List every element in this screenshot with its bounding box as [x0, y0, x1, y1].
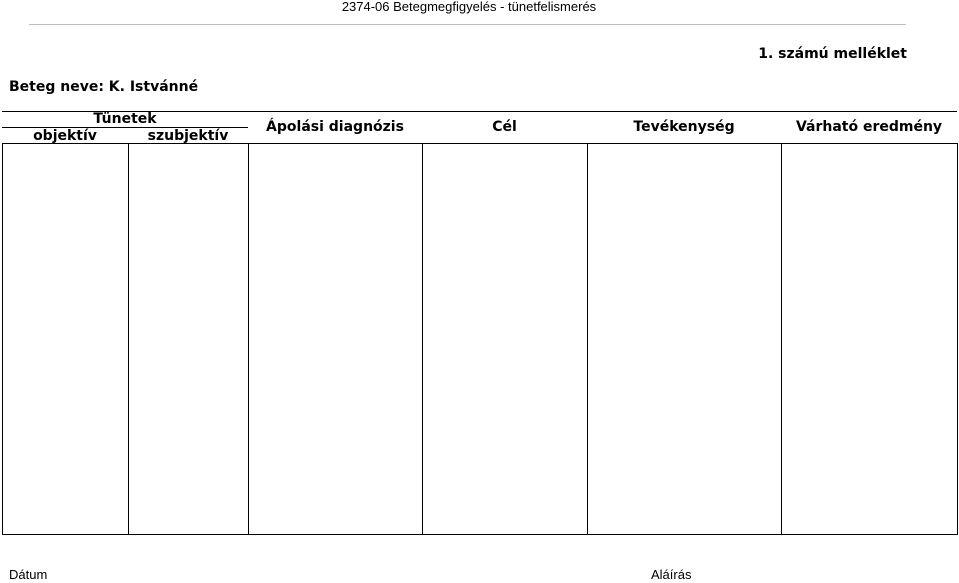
column-header-expected-outcome: Várható eredmény — [795, 119, 943, 135]
cell-expected-outcome[interactable] — [782, 144, 957, 534]
column-header-objective: objektív — [33, 128, 97, 144]
signature-label: Aláírás — [651, 567, 692, 582]
annex-label: 1. számú melléklet — [758, 46, 907, 62]
column-header-subjective: szubjektív — [147, 128, 229, 144]
symptoms-group-header: Tünetek — [93, 111, 157, 127]
cell-activity[interactable] — [588, 144, 781, 534]
cell-nursing-diagnosis[interactable] — [249, 144, 422, 534]
cell-objective[interactable] — [3, 144, 128, 534]
cell-subjective[interactable] — [129, 144, 248, 534]
table-right-border — [957, 143, 958, 535]
column-header-activity: Tevékenység — [633, 119, 735, 135]
date-label: Dátum — [9, 567, 48, 582]
table-bottom-border — [2, 534, 957, 535]
column-header-goal: Cél — [492, 119, 517, 135]
document-header-title: 2374-06 Betegmegfigyelés - tünetfelismerés — [341, 0, 597, 14]
care-plan-table — [2, 111, 958, 535]
patient-name-label: Beteg neve: K. Istvánné — [9, 79, 199, 95]
cell-goal[interactable] — [423, 144, 587, 534]
header-divider — [29, 24, 906, 25]
column-header-nursing-diagnosis: Ápolási diagnózis — [266, 119, 404, 135]
